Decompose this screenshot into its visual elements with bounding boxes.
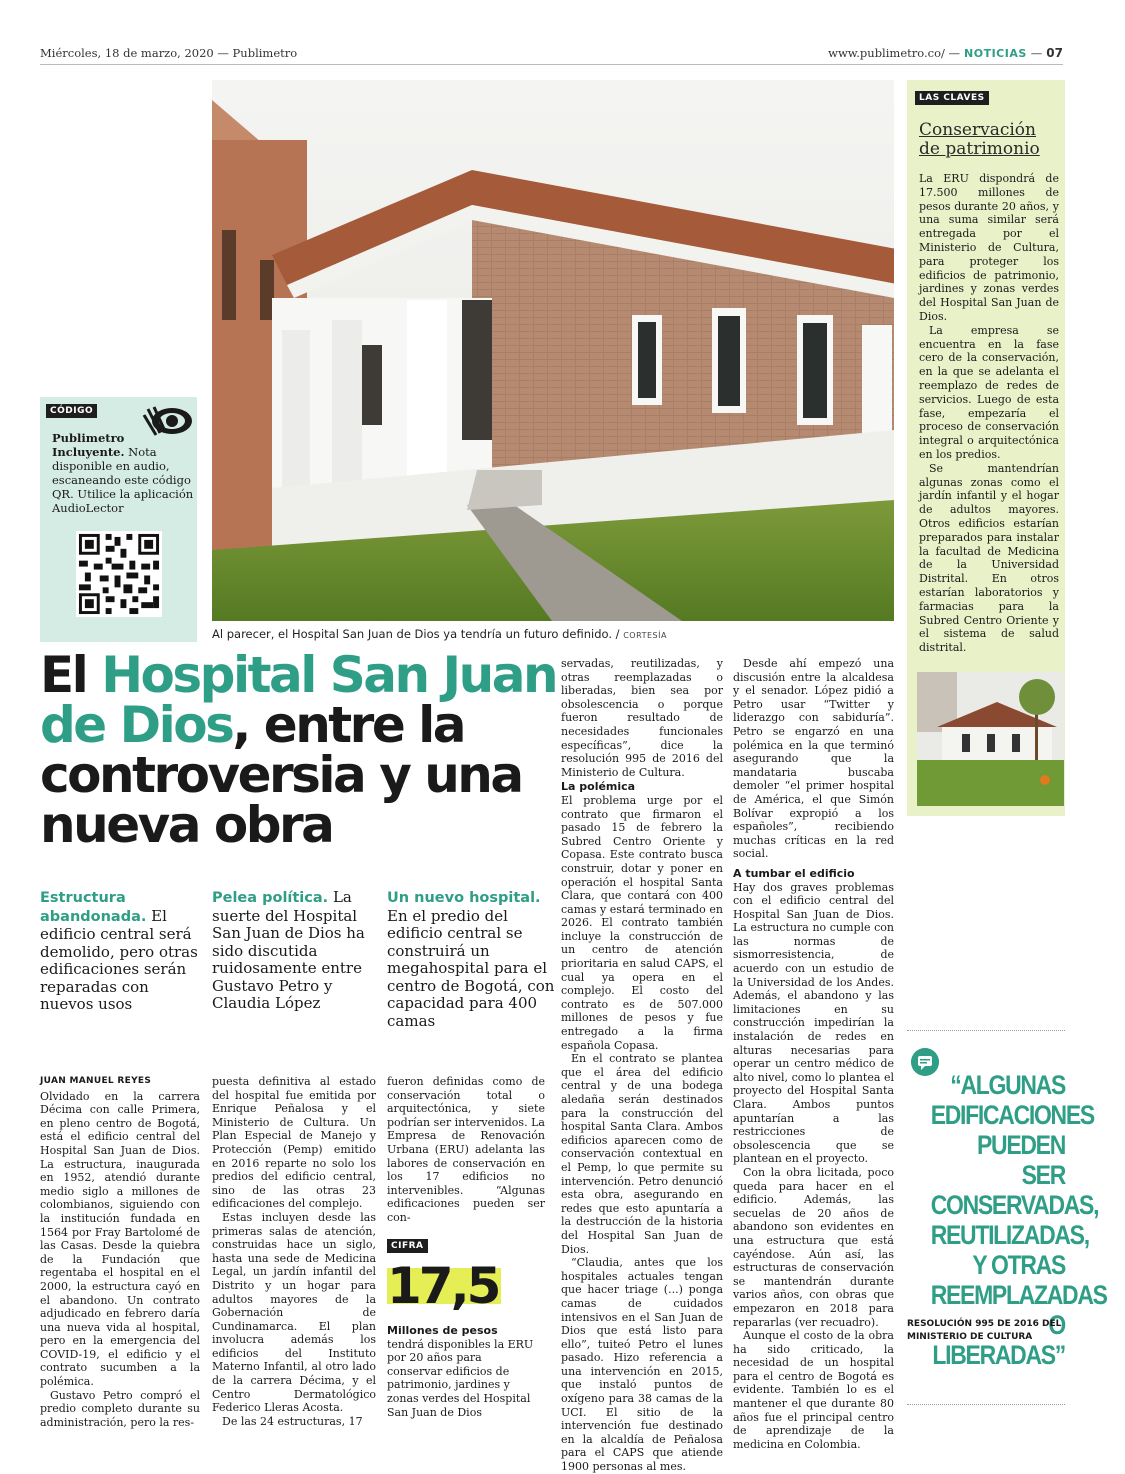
- deck-lead: Pelea política.: [212, 890, 329, 906]
- article-paragraph: servadas, reutilizadas, y otras reemplazadas o liberadas, bien sea por obsolescencia o porque fueron resultado de necesidades funcionales específicas”, dice la resolución 995 de 2016 del Ministerio de Cultura.: [561, 657, 723, 779]
- article-paragraph: En el contrato se plantea que el área del edificio central y de una bodega aledaña serán destinados para la construcción del hospital Santa Clara. Ambos edificios aparecen como de conservación contextual en el Pemp, lo que permite su intervención. Petro denunció esta obra, asegurando en redes que esto apuntaría a la destrucción de la historia del Hospital San Juan de Dios.: [561, 1052, 723, 1256]
- codigo-text: [52, 431, 196, 515]
- codigo-box: [40, 397, 197, 642]
- header-dash: —: [1030, 46, 1043, 60]
- page-number: 07: [1046, 46, 1063, 60]
- codigo-tag: CÓDIGO: [46, 404, 97, 418]
- article-paragraph: puesta definitiva al estado del hospital fue emitida por Enrique Peñalosa y el Ministerio de Cultura. Un Plan Especial de Manejo y Protección (Pemp) emitido en 2016 reparte no solo los predios del edificio central, sino de las otras 23 edificaciones del complejo.: [212, 1075, 376, 1211]
- article-paragraph: “Claudia, antes que los hospitales actuales tengan que hacer triage (...) ponga camas de cuidados intensivos en el San Juan de Dios que está listo para ello”, tuiteó Petro el lunes pasado. Hizo referencia a una intervención en 2015, que instaló puntos de oxígeno para 38 camas de la UCI. El sitio de la intervención fue destinado en la alcaldía de Peñalosa para el CAPS que atiende 1900 personas al mes.: [561, 1256, 723, 1474]
- claves-body: [919, 172, 1059, 655]
- codigo-body: Nota disponible en audio, escaneando este código QR. Utilice la aplicación AudioLector: [52, 445, 194, 515]
- headline-post: , entre la controversia y una nueva obra: [40, 696, 522, 854]
- subheading-polemica: La polémica: [561, 780, 636, 794]
- claves-title: Conservación de patrimonio: [919, 120, 1040, 159]
- quote-top-divider: [907, 1030, 1065, 1031]
- header-section: NOTICIAS: [964, 47, 1027, 60]
- cifra-tag: CIFRA: [387, 1239, 428, 1253]
- claves-photo: [917, 672, 1064, 806]
- deck-text: El edificio central será demolido, pero otras edificaciones serán reparadas con nuevos usos: [40, 906, 198, 1013]
- article-column-1: [40, 1075, 200, 1429]
- article-paragraph: Estas incluyen desde las primeras salas de atención, construidas hace un siglo, hasta una sede de Medicina Legal, un jardín infantil del Distrito y un hogar para adultos mayores de la Gobernación de Cundinamarca. El plan involucra además los edificios del Instituto Materno Infantil, al otro lado de la carrera Décima, y el Centro Dermatológico Federico Lleras Acosta.: [212, 1210, 376, 1415]
- article-paragraph: Hay dos graves problemas con el edificio central del Hospital San Juan de Dios. La estructura no cumple con las normas de sismorresistencia, de acuerdo con un estudio de la Universidad de los Andes. Además, el abandono y las limitaciones en su construcción impedirían la instalación de redes en alturas necesarias para operar un centro médico de alto nivel, como lo plantea el proyecto del Hospital Santa Clara. Ambos puntos apuntarían a las restricciones de obsolescencia que se plantean en el proyecto.: [733, 880, 894, 1166]
- headline: [40, 646, 560, 854]
- claves-paragraph: La empresa se encuentra en la fase cero de la conservación, en la que se adelanta el reemplazo de redes de servicios. Luego de esta fase, empezaría el proceso de conservación integral o arquitectónica en los predios.: [919, 323, 1059, 461]
- article-paragraph: Olvidado en la carrera Décima con calle Primera, en pleno centro de Bogotá, está el edificio central del Hospital San Juan de Dios. La estructura, inaugurada en 1952, atendió durante medio siglo a millones de colombianos, siguiendo con la institución fundada en 1564 por Fray Bartolomé de las Casas. Desde la quiebra de la Fundación que regentaba el hospital en el 2000, la estructura cayó en el abandono. Un contrato adjudicado en febrero daría una nueva vida al hospital, pero en la emergencia del COVID-19, el edificio y el contrato sucumben a la polémica.: [40, 1089, 200, 1389]
- header-right: [828, 46, 1063, 60]
- deck-1: [40, 889, 200, 1014]
- cifra-box: [387, 1233, 547, 1419]
- photo-caption: [212, 627, 667, 641]
- deck-2: [212, 889, 377, 1013]
- headline-highlight: Hospital San Juan de Dios: [40, 646, 557, 754]
- photo-credit: CORTESÍA: [623, 631, 667, 640]
- article-column-3: [387, 1075, 545, 1225]
- cifra-number: 17,5: [387, 1261, 501, 1311]
- main-photo: [212, 80, 894, 621]
- headline-pre: El: [40, 646, 102, 704]
- deck-text: La suerte del Hospital San Juan de Dios ha sido discutida ruidosamente entre Gustavo Petro y Claudia López: [212, 888, 365, 1012]
- article-column-4: [561, 657, 723, 1474]
- byline: JUAN MANUEL REYES: [40, 1076, 152, 1086]
- deck-text: En el predio del edificio central se construirá un megahospital para el centro de Bogotá, con capacidad para 400 camas: [387, 906, 555, 1030]
- caption-text: Al parecer, el Hospital San Juan de Dios ya tendría un futuro definido. /: [212, 627, 620, 641]
- qr-code-icon[interactable]: [76, 531, 162, 617]
- article-paragraph: El problema urge por el contrato que firmaron el pasado 15 de febrero la Subred Centro Oriente y Copasa. Este contrato busca construir, dotar y poner en operación el hospital Santa Clara, que contará con 400 camas y estará terminado en 2026. El contrato también incluye la construcción de un centro de atención prioritaria en salud CAPS, el cual ya opera en el complejo. El costo del contrato es de 507.000 millones de pesos y fue entregado a la firma española Copasa.: [561, 793, 723, 1052]
- codigo-bold: Publimetro Incluyente.: [52, 431, 125, 459]
- article-paragraph: Con la obra licitada, poco queda para hacer en el edificio. Además, las secuelas de 20 años de abandono son evidentes en una estructura que está cayéndose. Aún así, las estructuras de conservación se mantendrán durante varios años, con obras que empezaron en 2018 para repararlas (ver recuadro).: [733, 1165, 894, 1329]
- article-paragraph: Aunque el costo de la obra ha sido criticado, la necesidad de un hospital para el centro de Bogotá es evidente. También lo es el mantener el que durante 80 años fue el principal centro de aprendizaje de la medicina en Colombia.: [733, 1329, 894, 1451]
- header-divider: [40, 64, 1063, 65]
- header-url[interactable]: www.publimetro.co/ —: [828, 46, 961, 60]
- deck-3: [387, 889, 557, 1030]
- cifra-text: [387, 1324, 537, 1419]
- claves-paragraph: La ERU dispondrá de 17.500 millones de pesos durante 20 años, y una suma similar será entregada por el Ministerio de Cultura, para proteger los edificios de patrimonio, jardines y zonas verdes del Hospital San Juan de Dios.: [919, 172, 1059, 323]
- deck-lead: Un nuevo hospital.: [387, 890, 541, 906]
- article-column-5: [733, 657, 894, 1451]
- cifra-bold: Millones de pesos: [387, 1324, 498, 1337]
- quote-text: “ALGUNAS EDIFICACIONES PUEDEN SER CONSERVADAS, REUTILIZADAS, Y OTRAS REEMPLAZADAS O LIBERADAS”: [930, 1070, 1107, 1370]
- claves-tag: LAS CLAVES: [915, 91, 989, 105]
- article-paragraph: De las 24 estructuras, 17: [222, 1414, 363, 1428]
- deck-lead: Estructura abandonada.: [40, 890, 147, 925]
- header-date-publication: Miércoles, 18 de marzo, 2020 — Publimetro: [40, 46, 298, 60]
- article-paragraph: Gustavo Petro compró el predio completo durante su administración, pero la res-: [40, 1388, 200, 1429]
- article-paragraph: Desde ahí empezó una discusión entre la alcaldesa y el senador. López pidió a Petro usar “Twitter y liderazgo con sabiduría”. Petro se engarzó en una polémica en la que terminó asegurando que la mandataria buscaba demoler “el primer hospital de América, el que Simón Bolívar expropió a los españoles”, recibiendo muchas críticas en la red social.: [733, 657, 894, 861]
- las-claves-box: [907, 80, 1065, 816]
- subheading-tumbar: A tumbar el edificio: [733, 866, 855, 880]
- quote-source: RESOLUCIÓN 995 DE 2016 DEL MINISTERIO DE CULTURA: [907, 1319, 1062, 1342]
- article-paragraph: fueron definidas como de conservación total o arquitectónica, y siete podrían ser intervenidos. La Empresa de Renovación Urbana (ERU) adelanta las labores de conservación en los 17 edificios no intervenibles. “Algunas edificaciones pueden ser con-: [387, 1075, 545, 1224]
- cifra-body: tendrá disponibles la ERU por 20 años para conservar edificios de patrimonio, jardines y zonas verdes del Hospital San Juan de Dios: [387, 1337, 534, 1419]
- claves-paragraph: Se mantendrían algunas zonas como el jardín infantil y el hogar de adultos mayores. Otros edificios estarían preparados para instalar la facultad de Medicina de la Universidad Distrital. En otros estarían laboratorios y farmacias para la Subred Centro Oriente y el sistema de salud distrital.: [919, 461, 1059, 655]
- article-column-2: [212, 1075, 376, 1428]
- pull-quote: [907, 1030, 1107, 1410]
- quote-bottom-divider: [907, 1404, 1065, 1405]
